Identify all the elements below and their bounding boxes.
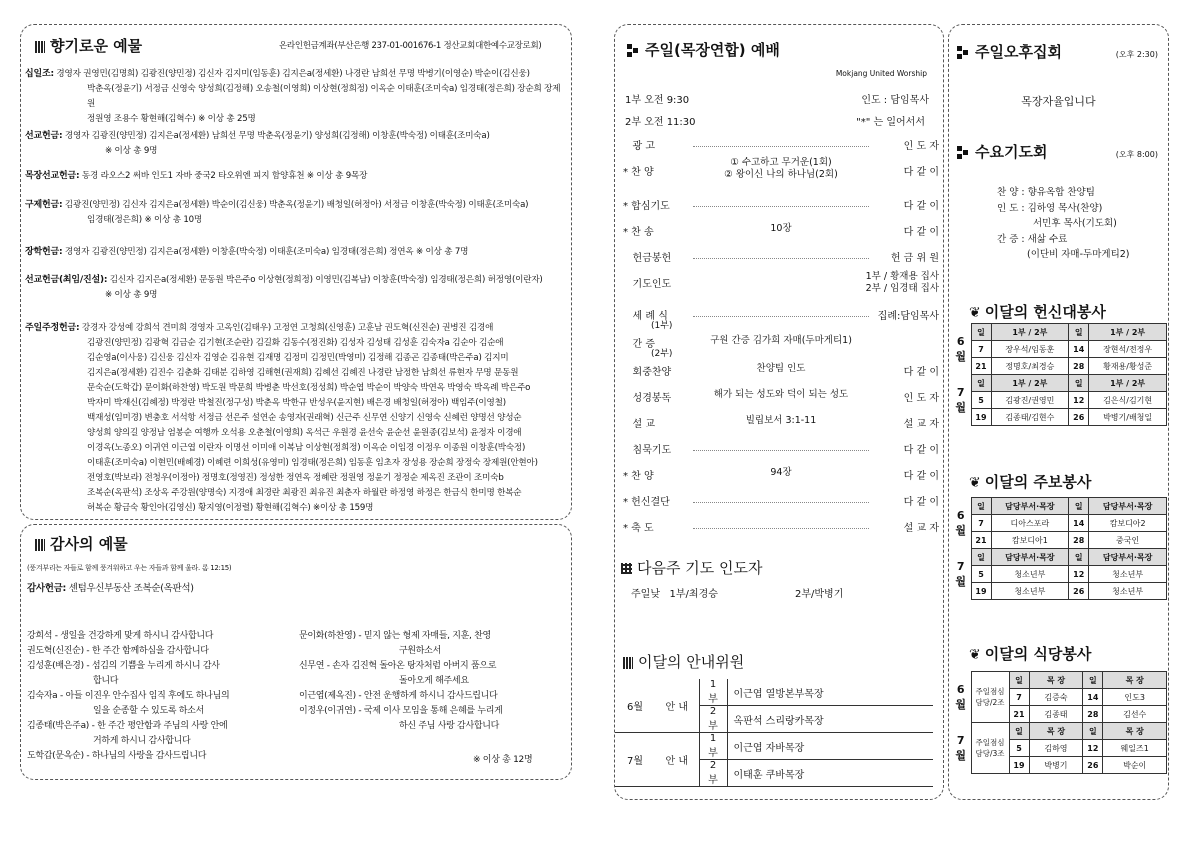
thanks-donors: 감사헌금: 센텀우신부동산 조복순(옥판석) <box>27 583 194 594</box>
thanks-item: 권도혁(신진순) - 한 주간 함께하심을 감사합니다 <box>27 646 209 656</box>
schedule-head: 일 <box>971 498 991 515</box>
schedule-date: 28 <box>1083 706 1103 723</box>
worship-title: 주일(목장연합) 예배 <box>627 39 780 60</box>
offering-names: 경영자 김광진(양민정) 김지은a(정세환) 남희선 무명 박춘옥(정윤기) 양성희(김정해) 이창훈(박숙정) 이태훈(조미숙a) <box>62 131 490 141</box>
schedule-date: 26 <box>1069 583 1089 600</box>
order-row <box>623 307 939 331</box>
schedule-head: 일 <box>971 375 991 392</box>
schedule-head: 일 <box>971 549 991 566</box>
leader-dots <box>693 258 869 259</box>
offering-names: ※ 이상 총 9명 <box>105 290 158 300</box>
schedule-month <box>951 375 971 426</box>
schedule-head: 일 <box>1069 324 1089 341</box>
team-line: 담당/3조 <box>975 749 1005 758</box>
month-char: 월 <box>955 349 967 363</box>
order-item-leader: 다 같 이 <box>903 445 939 456</box>
offering-names: ※ 이상 총 9명 <box>105 146 158 156</box>
bars-icon <box>35 539 45 551</box>
order-item-detail <box>623 223 939 235</box>
schedule-assignee: 웨일즈1 <box>1103 740 1167 757</box>
schedule-head: 1부 / 2부 <box>1089 324 1167 341</box>
schedule-assignee: 김하영 <box>1029 740 1083 757</box>
offering-names: 박자미 박재신(김혜정) 박정란 박철진(정구성) 박춘옥 박한규 반성우(윤지현) 배은경 배청일(허정아) 백임주(이영철) <box>87 398 506 408</box>
thanks-item: 일을 순종할 수 있도록 하소서 <box>93 706 204 716</box>
schedule-head: 담당부서·목장 <box>991 498 1069 515</box>
order-item-name: 간 증 <box>623 339 656 350</box>
leader-dots <box>693 528 869 529</box>
thanks-item: 김숙자a - 아들 이진우 안수집사 임직 후에도 하나님의 <box>27 691 230 701</box>
offering-panel <box>20 24 572 520</box>
guide-month: 6월 <box>615 679 655 733</box>
offering-names: 전영호(박보라) 전청우(이정아) 정명호(정영진) 정성한 정연옥 정혜란 정원영 정윤기 정정순 제옥진 조관이 조미숙b <box>87 473 504 483</box>
offering-row <box>25 245 565 260</box>
offering-names: 양성희 양의길 양정남 엄봉순 여행까 오석용 오춘철(이영희) 옥석근 우원경 윤선숙 윤순선 윤원종(김보석) 윤정자 이경애 <box>87 428 522 438</box>
next-part2: 2부/박병기 <box>795 589 844 600</box>
order-item-leader: 헌 금 위 원 <box>890 253 939 264</box>
schedule-head: 일 <box>1083 723 1103 740</box>
bulletin-title: ❦ 이달의 주보봉사 <box>969 473 1092 491</box>
guide-part: 2부 <box>699 760 727 787</box>
order-row <box>623 157 939 180</box>
schedule-assignee: 김선수 <box>1103 706 1167 723</box>
cross-icon <box>957 46 969 60</box>
schedule-date: 26 <box>1083 757 1103 774</box>
order-detail-line: 찬양팀 인도 <box>756 363 806 374</box>
offering-row <box>25 321 565 516</box>
worship-panel <box>614 24 944 800</box>
schedule-head: 목 장 <box>1103 672 1167 689</box>
afternoon-body: 목장자율입니다 <box>1021 95 1096 108</box>
order-item-name: 설 교 <box>623 419 656 430</box>
order-item-leader: 다 같 이 <box>903 497 939 508</box>
order-detail-line: 해가 되는 성도와 덕이 되는 성도 <box>713 389 849 400</box>
schedule-date: 12 <box>1069 566 1089 583</box>
leaf-icon: ❦ <box>969 474 981 491</box>
schedule-date: 28 <box>1069 358 1089 375</box>
schedule-head: 일 <box>1069 375 1089 392</box>
order-item-leader: 집례:담임목사 <box>877 311 939 322</box>
stand-note: "*" 는 일어서서 <box>856 117 925 128</box>
schedule-row <box>951 409 1167 426</box>
schedule-month <box>951 498 971 549</box>
month-char: 6 <box>956 682 965 696</box>
schedule-row <box>951 392 1167 409</box>
offering-names: 정원영 조용수 황현해(김혁수) ※ 이상 총 25명 <box>87 114 256 124</box>
order-item-detail <box>623 335 939 347</box>
thanks-verse: (풍겨부리는 자들로 함께 풍겨워하고 우는 자들과 함께 울라. 롬 12:15) <box>27 564 232 572</box>
offering-label: 목장선교헌금: <box>25 171 80 181</box>
schedule-head-row <box>951 672 1167 689</box>
bulletin-table <box>951 497 1167 600</box>
schedule-assignee: 청소년부 <box>991 583 1069 600</box>
schedule-date: 21 <box>971 358 991 375</box>
offering-names: 김광진(양민정) 김광혁 김금순 김기현(조순란) 김길화 김동수(정진화) 김성자 김성태 김성훈 김숙자a 김순아 김순애 <box>87 338 504 348</box>
schedule-row <box>951 515 1167 532</box>
service-title: ❦ 이달의 헌신대봉사 <box>969 303 1106 321</box>
guide-row <box>615 733 933 760</box>
schedule-assignee: 김증숙 <box>1029 689 1083 706</box>
thanks-item: 김성훈(배은경) - 섬김의 기쁨을 누리게 하시니 감사 <box>27 661 220 671</box>
schedule-date: 7 <box>971 341 991 358</box>
right-panel <box>948 24 1169 800</box>
leader-dots <box>693 146 869 147</box>
order-row <box>623 363 939 379</box>
order-item-name: 회중찬양 <box>623 367 672 378</box>
worship-leader: 인도 : 담임목사 <box>861 95 929 106</box>
schedule-head: 목 장 <box>1029 723 1083 740</box>
schedule-date: 5 <box>971 392 991 409</box>
order-item-name: 세 례 식 <box>623 311 668 322</box>
order-item-leader: 다 같 이 <box>903 201 939 212</box>
order-item-detail <box>623 271 939 295</box>
schedule-date: 28 <box>1069 532 1089 549</box>
schedule-head: 일 <box>971 324 991 341</box>
schedule-assignee: 인도3 <box>1103 689 1167 706</box>
order-item-sub: (1부) <box>651 321 673 331</box>
schedule-head: 일 <box>1069 498 1089 515</box>
schedule-assignee: 정명호/최경승 <box>991 358 1069 375</box>
order-item-name: 광 고 <box>623 141 656 152</box>
schedule-head: 일 <box>1009 672 1029 689</box>
order-row <box>623 441 939 457</box>
team-line: 주일점심 <box>975 738 1005 747</box>
schedule-assignee: 황재용/황성준 <box>1089 358 1167 375</box>
schedule-assignee: 김종태 <box>1029 706 1083 723</box>
month-char: 6 <box>956 508 965 522</box>
afternoon-time: (오후 2:30) <box>1115 50 1158 59</box>
order-item-name: * 찬 양 <box>623 471 654 482</box>
offering-label: 선교헌금: <box>25 131 63 141</box>
order-detail-line: 94장 <box>770 467 792 478</box>
offering-names: 문숙순(도학갑) 문이화(하찬영) 박도원 박문희 박병춘 박선호(정성희) 박순엽 박순이 박양숙 박연옥 박영숙 박옥례 박은주o <box>87 383 531 393</box>
schedule-assignee: 청소년부 <box>1089 566 1167 583</box>
order-item-name: * 헌신결단 <box>623 497 670 508</box>
guide-person: 이근엽 자바목장 <box>727 733 933 760</box>
kitchen-title: ❦ 이달의 식당봉사 <box>969 645 1092 663</box>
thanks-item: 거하게 하시니 감사합니다 <box>93 736 191 746</box>
schedule-head: 1부 / 2부 <box>991 375 1069 392</box>
cross-icon <box>957 146 969 160</box>
order-item-leader: 설 교 자 <box>903 523 939 534</box>
order-detail-line: ① 수고하고 무거운(1회) <box>730 157 832 168</box>
offering-label: 구제헌금: <box>25 200 63 210</box>
month-char: 7 <box>956 385 965 399</box>
thanks-item: 도학갑(문옥순) - 하나님의 사랑을 감사드립니다 <box>27 751 207 761</box>
schedule-date: 14 <box>1069 515 1089 532</box>
schedule-month <box>951 723 971 774</box>
guide-part: 1부 <box>699 679 727 706</box>
schedule-month <box>951 549 971 600</box>
guide-role: 안 내 <box>655 679 699 733</box>
offering-names: 동경 라오스2 써바 인도1 자바 중국2 타오위엔 피지 함양휴천 ※ 이상 총 9목장 <box>79 171 368 181</box>
thanks-item: 구원하소서 <box>399 646 441 656</box>
bars-icon <box>623 657 633 669</box>
schedule-assignee: 김종태/김현수 <box>991 409 1069 426</box>
offering-names: 김순영a(이사웅) 김신웅 김신자 김영순 김유현 김재명 김정미 김정민(박영미) 김정해 김종곤 김종태(박은주a) 김지미 <box>87 353 509 363</box>
wed-title: 수요기도회 <box>957 141 1047 162</box>
schedule-date: 14 <box>1069 341 1089 358</box>
schedule-row <box>951 566 1167 583</box>
guide-table <box>615 679 933 787</box>
next-title: 다음주 기도 인도자 <box>621 557 762 578</box>
schedule-head: 일 <box>1069 549 1089 566</box>
wed-time: (오후 8:00) <box>1115 150 1158 159</box>
order-row <box>623 335 939 359</box>
cross-icon <box>627 44 639 58</box>
schedule-date: 19 <box>1009 757 1029 774</box>
team-line: 주일점심 <box>975 687 1005 696</box>
schedule-team <box>971 672 1009 723</box>
thanks-item: 합니다 <box>93 676 119 686</box>
next-sunday: 주일낮 1부/최경승 <box>631 589 718 600</box>
guide-part: 1부 <box>699 733 727 760</box>
offering-row <box>25 273 565 303</box>
schedule-head: 1부 / 2부 <box>991 324 1069 341</box>
schedule-head: 담당부서·목장 <box>1089 549 1167 566</box>
schedule-head: 목 장 <box>1029 672 1083 689</box>
order-row <box>623 271 939 294</box>
schedule-assignee: 중국인 <box>1089 532 1167 549</box>
schedule-head: 담당부서·목장 <box>991 549 1069 566</box>
afternoon-title: 주일오후집회 <box>957 41 1062 62</box>
order-item-detail <box>623 157 939 181</box>
wed-line: 간 증 : 새삶 수료 <box>997 233 1068 245</box>
offering-names: 백재성(임미경) 변충호 서석항 서정금 선은주 설연순 송영자(권래혁) 신근주 신무연 신양기 신영숙 신혜런 양명선 양성순 <box>87 413 522 423</box>
schedule-row <box>951 358 1167 375</box>
guide-part: 2부 <box>699 706 727 733</box>
bars-icon <box>35 41 45 53</box>
order-detail-line: 1부 / 황재용 집사 <box>865 271 939 282</box>
offering-names: 강경자 강성예 강희석 견미희 경영자 고옥인(김태우) 고정연 고청희(신영훈) 고훈남 권도혁(신진순) 권병진 김경애 <box>79 323 494 333</box>
order-item-detail <box>623 363 939 375</box>
schedule-head: 담당부서·목장 <box>1089 498 1167 515</box>
order-detail-line: 구원 간증 김가희 자매(두마게티1) <box>710 335 852 346</box>
offering-label: 십일조: <box>25 69 54 79</box>
schedule-assignee: 디아스포라 <box>991 515 1069 532</box>
offering-row <box>25 169 565 184</box>
guide-row <box>615 679 933 706</box>
schedule-head: 1부 / 2부 <box>1089 375 1167 392</box>
checker-icon <box>621 563 632 574</box>
thanks-panel <box>20 524 572 780</box>
schedule-head-row <box>951 723 1167 740</box>
thanks-item: 문이화(하찬영) - 믿지 않는 형제 자매들, 지훈, 찬영 <box>299 631 491 641</box>
leaf-icon: ❦ <box>969 304 981 321</box>
offering-names: 경영자 권영민(김명희) 김광진(양민정) 김신자 김지미(임동훈) 김지은a(정세환) 나경란 남희선 무명 박병기(이영순) 박순이(김신웅) <box>53 69 530 79</box>
order-row <box>623 249 939 265</box>
offering-label: 주일주정헌금: <box>25 323 80 333</box>
offering-label: 선교헌금(최임/진설): <box>25 275 108 285</box>
schedule-head-row <box>951 549 1167 566</box>
thanks-item: 김종태(박은주a) - 한 주간 평안함과 주님의 사랑 안에 <box>27 721 228 731</box>
schedule-date: 7 <box>1009 689 1029 706</box>
offering-names: 이경옥(노종오) 이귀연 이근엽 이란자 이명선 이미애 이복남 이상현(정희정) 이옥순 이임경 이정우 이종원 이창훈(박숙정) <box>87 443 526 453</box>
order-item-name: 헌금봉헌 <box>623 253 672 264</box>
thanks-item: 돌아오게 해주세요 <box>399 676 469 686</box>
schedule-team <box>971 723 1009 774</box>
order-item-name: 기도인도 <box>623 279 672 290</box>
thanks-title: 감사의 예물 <box>35 533 128 554</box>
schedule-date: 19 <box>971 409 991 426</box>
month-char: 월 <box>955 697 967 711</box>
schedule-month <box>951 324 971 375</box>
schedule-assignee: 김광진/권영민 <box>991 392 1069 409</box>
guide-role: 안 내 <box>655 733 699 787</box>
month-char: 월 <box>955 574 967 588</box>
order-item-leader: 다 같 이 <box>903 367 939 378</box>
offering-row <box>25 67 565 127</box>
schedule-assignee: 청소년부 <box>991 566 1069 583</box>
schedule-date: 19 <box>971 583 991 600</box>
schedule-assignee: 캄보디아1 <box>991 532 1069 549</box>
schedule-month <box>951 672 971 723</box>
order-item-name: 성경봉독 <box>623 393 672 404</box>
schedule-row <box>951 532 1167 549</box>
order-detail-line: 10장 <box>770 223 792 234</box>
month-char: 6 <box>956 334 965 348</box>
schedule-head-row <box>951 324 1167 341</box>
schedule-date: 12 <box>1083 740 1103 757</box>
offering-names: 이태훈(조미숙a) 이현민(배혜경) 이혜련 이희성(유영미) 임경태(정은희) 임동훈 임초자 장성용 장순희 장정숙 장제원(안현아) <box>87 458 538 468</box>
service-table <box>951 323 1167 426</box>
order-item-leader: 다 같 이 <box>903 167 939 178</box>
schedule-assignee: 박병기 <box>1029 757 1083 774</box>
leader-dots <box>693 206 869 207</box>
offering-names: 김광진(양민정) 김신자 김지은a(정세환) 박순이(김신웅) 박춘옥(정윤기) 배청일(허정아) 서정금 이창훈(박숙정) 이태훈(조미숙a) <box>62 200 529 210</box>
schedule-date: 12 <box>1069 392 1089 409</box>
schedule-head: 일 <box>1083 672 1103 689</box>
offering-names: 김지은a(정세환) 김진수 김춘화 김태분 김하영 김해현(권재희) 김혜선 김혜진 나경란 남정한 남희선 류현자 무명 문동원 <box>87 368 519 378</box>
guide-person: 옥판석 스리랑카목장 <box>727 706 933 733</box>
order-row <box>623 197 939 213</box>
order-item-leader: 다 같 이 <box>903 471 939 482</box>
kitchen-table <box>951 671 1167 774</box>
guide-title: 이달의 안내위원 <box>623 651 744 672</box>
schedule-head: 목 장 <box>1103 723 1167 740</box>
offering-names: 김신자 김지은a(정세환) 문동원 박은주o 이상현(정희정) 이영민(김복남) 이창훈(박숙정) 임경태(정은희) 허정영(이란자) <box>107 275 543 285</box>
order-row <box>623 415 939 431</box>
wed-line: 찬 양 : 향유옥합 찬양팀 <box>997 187 1095 198</box>
month-char: 7 <box>956 733 965 747</box>
schedule-assignee: 박순이 <box>1103 757 1167 774</box>
order-item-leader: 설 교 자 <box>903 419 939 430</box>
wed-details <box>997 185 1130 263</box>
guide-person: 이근엽 열방본부목장 <box>727 679 933 706</box>
order-item-leader: 인 도 자 <box>903 393 939 404</box>
service-2-time: 2부 오전 11:30 <box>625 117 696 128</box>
order-row <box>623 493 939 509</box>
schedule-assignee: 장현석/전정우 <box>1089 341 1167 358</box>
order-item-leader: 다 같 이 <box>903 227 939 238</box>
order-item-name: * 축 도 <box>623 523 654 534</box>
order-item-sub: (2부) <box>651 349 673 359</box>
schedule-date: 21 <box>971 532 991 549</box>
schedule-head-row <box>951 498 1167 515</box>
team-line: 담당/2조 <box>975 698 1005 707</box>
account-info: 온라인헌금계좌(부산은행 237-01-001676-1 정산교회대한예수교장로회) <box>279 41 542 51</box>
thanks-left-list <box>27 629 309 764</box>
thanks-item: 신무연 - 손자 김진혁 돌아온 탕자처럼 아버지 품으로 <box>299 661 497 671</box>
offering-title: 향기로운 예물 <box>35 35 142 56</box>
order-item-name: * 합심기도 <box>623 201 670 212</box>
offering-names: 조복순(옥판석) 조상옥 주강원(양명숙) 지경애 최경란 최광진 최유진 최춘자 하월란 하정영 하정은 한금식 한미명 한복순 <box>87 488 522 498</box>
offering-label: 장학헌금: <box>25 247 63 257</box>
schedule-row <box>951 341 1167 358</box>
leaf-icon: ❦ <box>969 646 981 663</box>
leader-dots <box>693 450 869 451</box>
order-item-name: 침묵기도 <box>623 445 672 456</box>
wed-line: (이단비 자매-두마게티2) <box>1027 249 1130 260</box>
schedule-assignee: 장우석/임동훈 <box>991 341 1069 358</box>
order-item-detail <box>623 467 939 479</box>
leader-dots <box>693 316 869 317</box>
month-char: 월 <box>955 748 967 762</box>
order-detail-line: 2부 / 임경태 집사 <box>865 283 939 294</box>
worship-subtitle: Mokjang United Worship <box>835 69 927 78</box>
order-row <box>623 467 939 483</box>
order-row <box>623 137 939 153</box>
schedule-date: 26 <box>1069 409 1089 426</box>
service-1-time: 1부 오전 9:30 <box>625 95 690 106</box>
offering-row <box>25 129 565 159</box>
month-char: 월 <box>955 523 967 537</box>
order-item-detail <box>623 389 939 401</box>
schedule-assignee: 청소년부 <box>1089 583 1167 600</box>
schedule-assignee: 박병기/배청일 <box>1089 409 1167 426</box>
guide-person: 이태훈 쿠바목장 <box>727 760 933 787</box>
month-char: 7 <box>956 559 965 573</box>
wed-line: 서민후 목사(기도회) <box>1033 218 1117 229</box>
schedule-assignee: 캄보디아2 <box>1089 515 1167 532</box>
order-row <box>623 389 939 405</box>
offering-names: 박춘옥(정윤기) 서정금 신영숙 양성희(김정해) 오송철(이영희) 이상현(정희정) 이옥순 이태훈(조미숙a) 임경태(정은희) 장순희 장제원 <box>87 84 561 109</box>
order-item-detail <box>623 415 939 427</box>
offering-names: 허복순 황금숙 황인아(김영신) 황지영(이정렬) 황현해(김혁수) ※이상 총 159명 <box>87 503 374 513</box>
order-row <box>623 519 939 535</box>
offering-names: 경영자 김광진(양민정) 김지은a(정세환) 이창훈(박숙정) 이태훈(조미숙a) 임경태(정은희) 정연옥 ※ 이상 총 7명 <box>62 247 469 257</box>
schedule-date: 14 <box>1083 689 1103 706</box>
month-char: 월 <box>955 400 967 414</box>
schedule-assignee: 김은식/김기현 <box>1089 392 1167 409</box>
schedule-row <box>951 583 1167 600</box>
offering-names: 임경태(정은희) ※ 이상 총 10명 <box>87 215 202 225</box>
thanks-right-list <box>299 629 569 734</box>
order-detail-line: 빌립보서 3:1-11 <box>745 415 817 426</box>
order-item-leader: 인 도 자 <box>903 141 939 152</box>
thanks-total: ※ 이상 총 12명 <box>473 755 533 765</box>
schedule-date: 7 <box>971 515 991 532</box>
leader-dots <box>693 502 869 503</box>
schedule-date: 5 <box>971 566 991 583</box>
thanks-item: 강희석 - 생일을 건강하게 맞게 하시니 감사합니다 <box>27 631 214 641</box>
schedule-date: 5 <box>1009 740 1029 757</box>
schedule-head-row <box>951 375 1167 392</box>
offering-row <box>25 198 565 228</box>
wed-line: 인 도 : 김하영 목사(찬양) <box>997 202 1103 214</box>
thanks-item: 이근엽(제옥진) - 안전 운행하게 하시니 감사드립니다 <box>299 691 498 701</box>
schedule-date: 21 <box>1009 706 1029 723</box>
order-item-name: * 찬 양 <box>623 167 654 178</box>
order-detail-line: ② 왕이신 나의 하나님(2회) <box>724 169 838 180</box>
order-row <box>623 223 939 239</box>
order-item-name: * 찬 송 <box>623 227 654 238</box>
thanks-item: 이정우(이귀연) - 국제 이사 모임을 통해 은혜를 누리게 <box>299 706 503 716</box>
thanks-item: 하신 주님 사랑 감사합니다 <box>399 721 500 731</box>
schedule-head: 일 <box>1009 723 1029 740</box>
guide-month: 7월 <box>615 733 655 787</box>
